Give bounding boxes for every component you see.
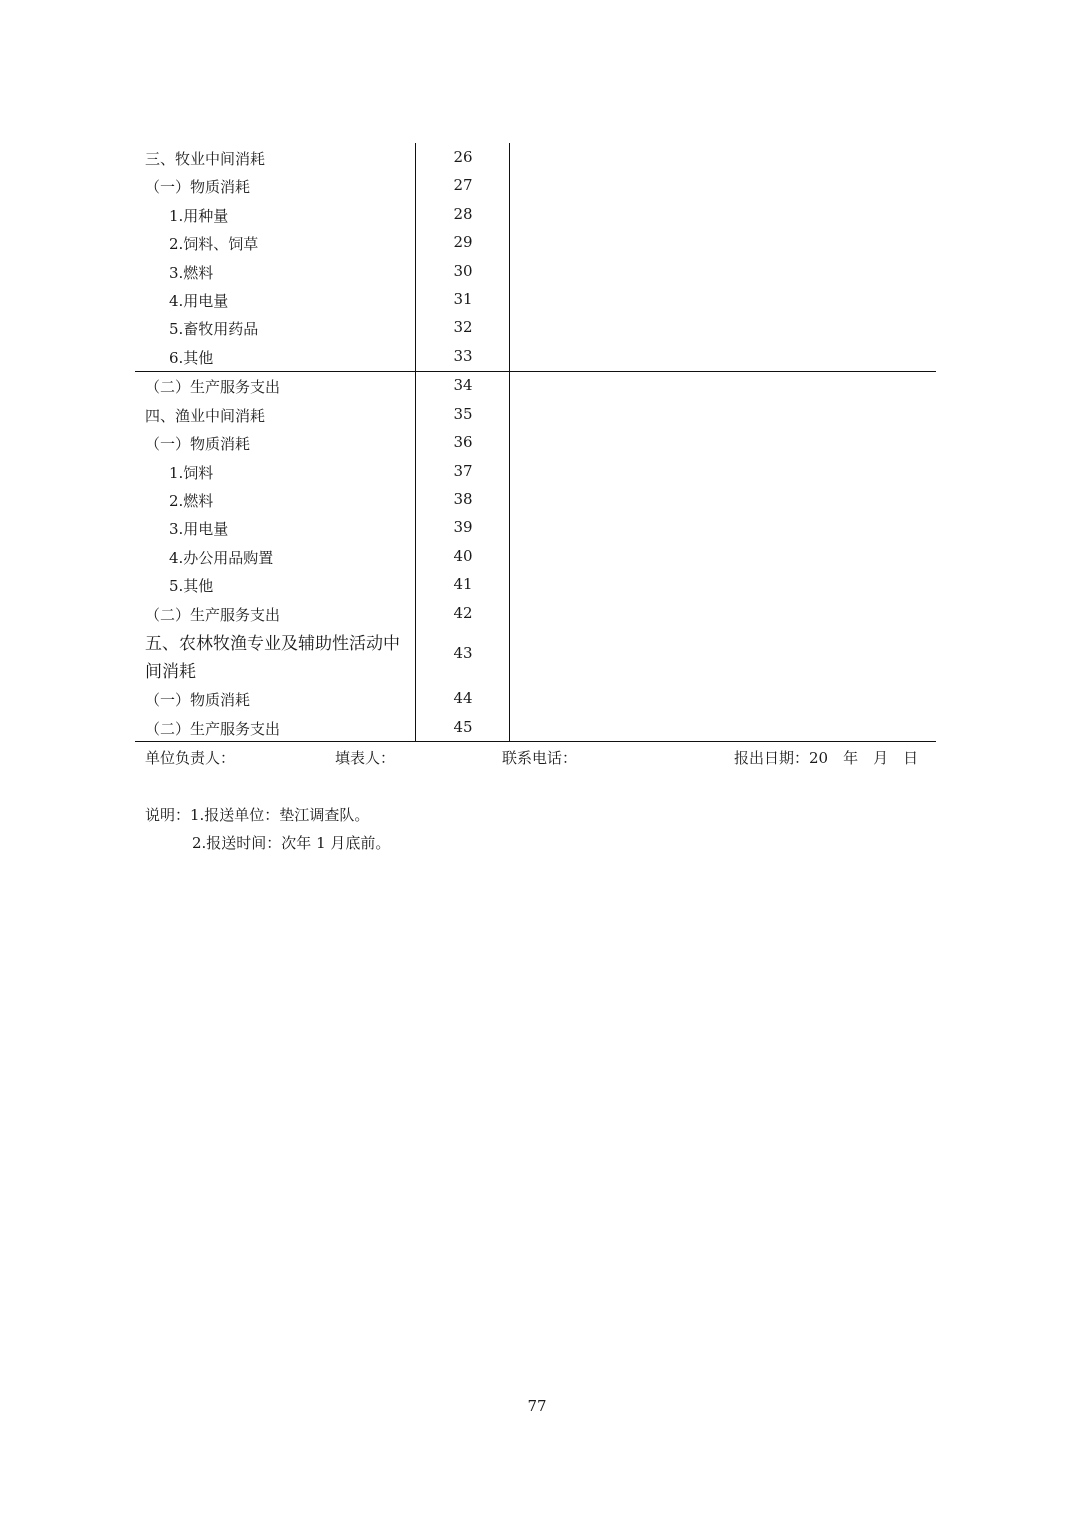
row-number: 33 bbox=[453, 347, 473, 365]
column-divider-right bbox=[509, 143, 510, 742]
column-divider-left bbox=[415, 143, 416, 742]
filler-label: 填表人： bbox=[335, 749, 396, 767]
note-line-2: 2.报送时间：次年 1 月底前。 bbox=[192, 834, 391, 852]
row-label: 2.饲料、饲草 bbox=[169, 235, 259, 253]
table-bottom-border bbox=[135, 741, 936, 742]
row-number: 32 bbox=[453, 318, 473, 336]
row-number: 28 bbox=[453, 205, 473, 223]
row-label: 四、渔业中间消耗 bbox=[145, 407, 266, 425]
row-label: 2.燃料 bbox=[169, 492, 214, 510]
row-number: 30 bbox=[453, 262, 473, 280]
row-label: 4.用电量 bbox=[169, 292, 229, 310]
row-label: 3.燃料 bbox=[169, 264, 214, 282]
unit-head-label: 单位负责人： bbox=[145, 749, 236, 767]
row-number: 42 bbox=[453, 604, 473, 622]
row-label: （一）物质消耗 bbox=[145, 691, 251, 709]
row-label: 5.畜牧用药品 bbox=[169, 320, 259, 338]
row-number: 35 bbox=[453, 405, 473, 423]
row-label: 3.用电量 bbox=[169, 520, 229, 538]
consumption-table bbox=[135, 143, 936, 743]
row-number: 37 bbox=[453, 462, 473, 480]
row-number: 39 bbox=[453, 518, 473, 536]
page-number: 77 bbox=[527, 1397, 547, 1415]
row-number: 44 bbox=[453, 689, 473, 707]
row-label: 1.饲料 bbox=[169, 464, 214, 482]
row-number: 45 bbox=[453, 718, 473, 736]
row-number: 36 bbox=[453, 433, 473, 451]
row-number: 41 bbox=[453, 575, 473, 593]
note-line-1: 说明：1.报送单位：垫江调查队。 bbox=[145, 806, 370, 824]
row-label: 4.办公用品购置 bbox=[169, 549, 274, 567]
row-separator bbox=[135, 371, 936, 372]
row-number: 34 bbox=[453, 376, 473, 394]
row-label: （二）生产服务支出 bbox=[145, 606, 281, 624]
row-label: 1.用种量 bbox=[169, 207, 229, 225]
row-label: （二）生产服务支出 bbox=[145, 720, 281, 738]
row-label: 三、牧业中间消耗 bbox=[145, 150, 266, 168]
row-label: 5.其他 bbox=[169, 577, 214, 595]
row-label: （一）物质消耗 bbox=[145, 435, 251, 453]
row-number: 38 bbox=[453, 490, 473, 508]
row-number: 26 bbox=[453, 148, 473, 166]
row-number: 29 bbox=[453, 233, 473, 251]
row-label: 6.其他 bbox=[169, 349, 214, 367]
phone-label: 联系电话： bbox=[502, 749, 578, 767]
row-label: 五、农林牧渔专业及辅助性活动中间消耗 bbox=[145, 634, 400, 682]
row-number: 31 bbox=[453, 290, 473, 308]
row-number: 27 bbox=[453, 176, 473, 194]
row-label: （一）物质消耗 bbox=[145, 178, 251, 196]
report-date-label: 报出日期：20 年 月 日 bbox=[734, 749, 919, 767]
row-number: 40 bbox=[453, 547, 473, 565]
row-label: （二）生产服务支出 bbox=[145, 378, 281, 396]
row-number: 43 bbox=[453, 644, 473, 662]
